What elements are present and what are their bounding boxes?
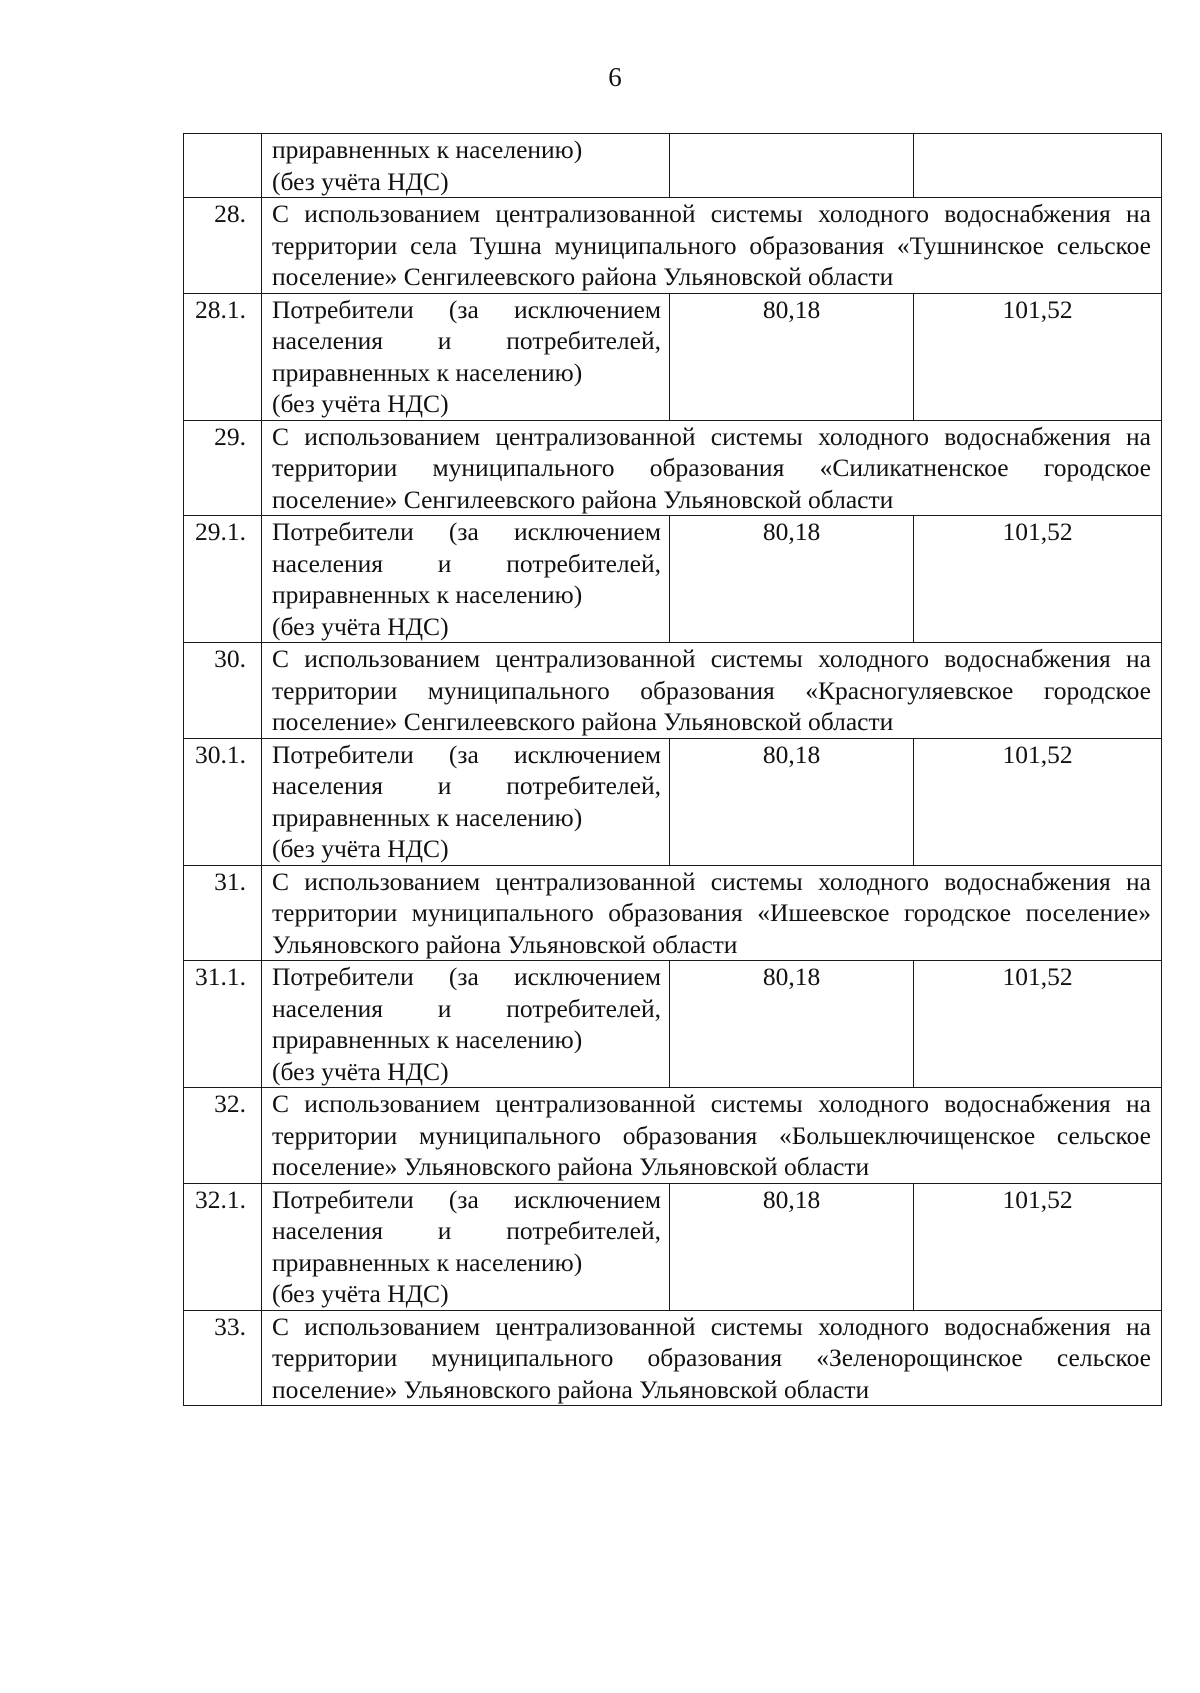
- consumer-text-line: (без учёта НДС): [272, 389, 449, 418]
- consumer-text-line: населения и потребителей,: [272, 771, 661, 800]
- consumer-text-line: населения и потребителей,: [272, 326, 661, 355]
- row-number: 29.1.: [184, 516, 262, 643]
- consumer-text-line: приравненных к населению): [272, 1025, 583, 1054]
- section-description: С использованием централизованной системы холодного водоснабжения на территории села Тушна муниципального образования «Тушнинское сельское поселение» Сенгилеевского района Ульяновской области: [262, 198, 1162, 294]
- row-number: 31.1.: [184, 961, 262, 1088]
- row-number: 33.: [184, 1310, 262, 1406]
- consumer-description-cell: [262, 738, 670, 865]
- consumer-text-line: Потребители (за исключением: [272, 962, 661, 991]
- section-description: С использованием централизованной системы холодного водоснабжения на территории муниципального образования «Большеключищенское сельское поселение» Ульяновского района Ульяновской области: [262, 1088, 1162, 1184]
- tariff-value-1-cell: [670, 134, 914, 198]
- row-number: 28.1.: [184, 293, 262, 420]
- section-description: С использованием централизованной системы холодного водоснабжения на территории муниципального образования «Красногуляевское городское поселение» Сенгилеевского района Ульяновской области: [262, 643, 1162, 739]
- table-row-section: [184, 420, 1162, 516]
- row-number: 31.: [184, 865, 262, 961]
- row-number: 29.: [184, 420, 262, 516]
- consumer-description-cell: [262, 961, 670, 1088]
- row-number: 32.: [184, 1088, 262, 1184]
- section-description: С использованием централизованной системы холодного водоснабжения на территории муниципального образования «Ишеевское городское поселение» Ульяновского района Ульяновской области: [262, 865, 1162, 961]
- consumer-text-line: приравненных к населению): [272, 357, 583, 387]
- row-number: 30.: [184, 643, 262, 739]
- table-row-section: [184, 865, 1162, 961]
- tariff-value-2: 101,52: [914, 961, 1162, 1088]
- consumer-text-line: Потребители (за исключением: [272, 1184, 661, 1214]
- consumer-text-line: населения и потребителей,: [272, 548, 661, 578]
- section-description: С использованием централизованной системы холодного водоснабжения на территории муниципального образования «Силикатненское городское поселение» Сенгилеевского района Ульяновской области: [262, 420, 1162, 516]
- table-row-continuation: [184, 134, 1162, 198]
- table-row-consumer: [184, 516, 1162, 643]
- table-row-consumer: [184, 961, 1162, 1088]
- consumer-description-cell: [262, 293, 670, 420]
- tariff-value-1: 80,18: [670, 961, 914, 1088]
- consumer-text-line: населения и потребителей,: [272, 993, 661, 1023]
- consumer-text-line: (без учёта НДС): [272, 611, 449, 641]
- tariff-value-2: 101,52: [914, 738, 1162, 865]
- consumer-text-line: (без учёта НДС): [272, 834, 449, 863]
- consumer-text-line: приравненных к населению): [272, 580, 583, 609]
- consumer-text-line: населения и потребителей,: [272, 1216, 661, 1245]
- tariff-value-1: 80,18: [670, 738, 914, 865]
- section-description: С использованием централизованной системы холодного водоснабжения на территории муниципального образования «Зеленорощинское сельское поселение» Ульяновского района Ульяновской области: [262, 1310, 1162, 1406]
- table-row-consumer: [184, 738, 1162, 865]
- tariff-table: [183, 133, 1162, 1406]
- table-row-section: [184, 1310, 1162, 1406]
- consumer-description-cell: [262, 134, 670, 198]
- consumer-text-line: (без учёта НДС): [272, 166, 449, 196]
- consumer-text-line: (без учёта НДС): [272, 1279, 449, 1308]
- tariff-value-1: 80,18: [670, 1183, 914, 1310]
- consumer-text-line: Потребители (за исключением: [272, 294, 661, 324]
- tariff-value-2: 101,52: [914, 1183, 1162, 1310]
- tariff-value-2: 101,52: [914, 293, 1162, 420]
- row-number: 32.1.: [184, 1183, 262, 1310]
- consumer-text-line: (без учёта НДС): [272, 1056, 449, 1086]
- table-row-consumer: [184, 1183, 1162, 1310]
- consumer-text-line: Потребители (за исключением: [272, 739, 661, 769]
- row-number-cell: [184, 134, 262, 198]
- consumer-text-line: приравненных к населению): [272, 1247, 583, 1277]
- consumer-description-cell: [262, 1183, 670, 1310]
- tariff-value-1: 80,18: [670, 516, 914, 643]
- page-number: 6: [608, 62, 622, 92]
- table-row-section: [184, 643, 1162, 739]
- consumer-text-line: Потребители (за исключением: [272, 517, 661, 546]
- tariff-value-2: 101,52: [914, 516, 1162, 643]
- consumer-text-line: приравненных к населению): [272, 802, 583, 832]
- row-number: 30.1.: [184, 738, 262, 865]
- tariff-value-1: 80,18: [670, 293, 914, 420]
- row-number: 28.: [184, 198, 262, 294]
- consumer-text-line: приравненных к населению): [272, 135, 583, 164]
- table-row-section: [184, 1088, 1162, 1184]
- consumer-description-cell: [262, 516, 670, 643]
- table-row-section: [184, 198, 1162, 294]
- tariff-value-2-cell: [914, 134, 1162, 198]
- table-row-consumer: [184, 293, 1162, 420]
